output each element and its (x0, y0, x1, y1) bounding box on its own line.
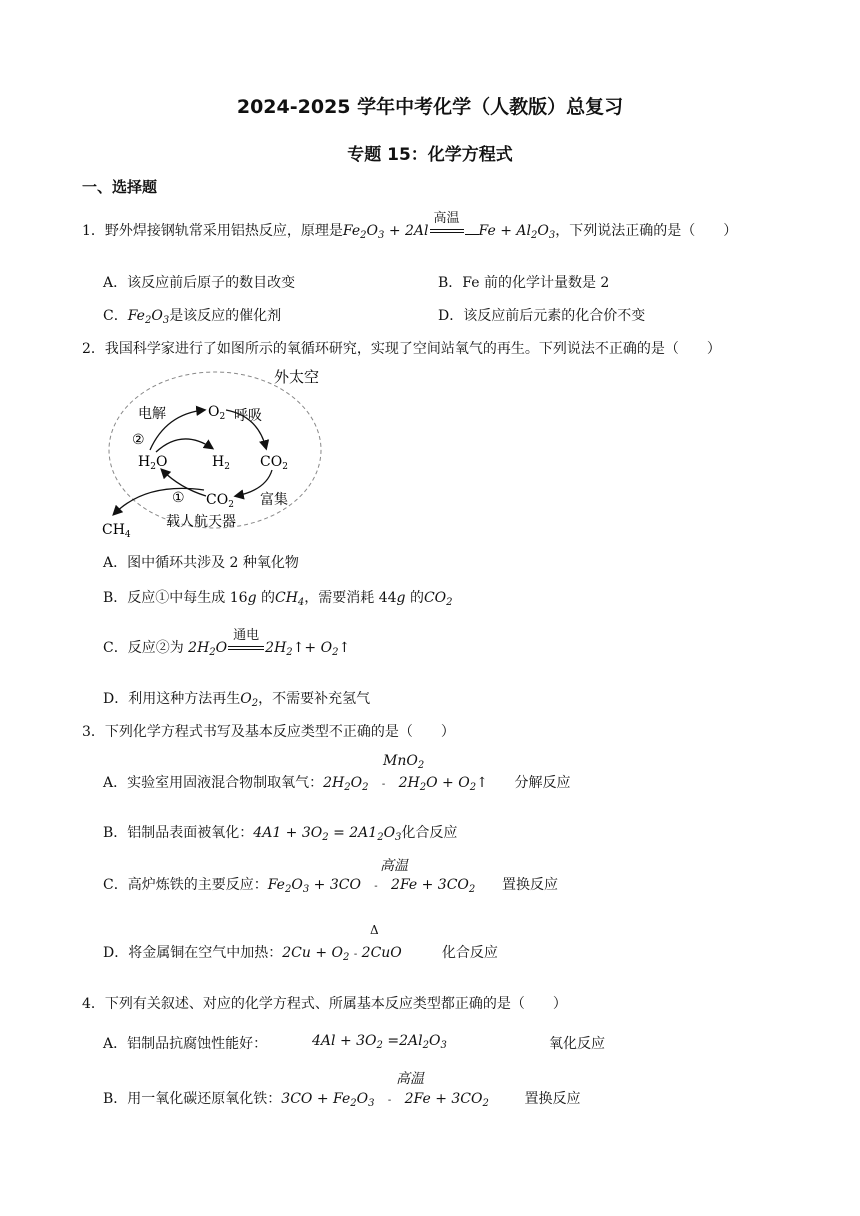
label-spacecraft: 载人航天器 (166, 514, 236, 530)
q3-option-d[interactable]: D．将金属铜在空气中加热：$2Cu + O_2 - 2CuO$ 化合反应 (103, 945, 498, 963)
q1-option-c[interactable]: C．$Fe_2O_3$是该反应的催化剂 (103, 308, 282, 326)
label-o2: $O_2$ (208, 404, 226, 422)
condition-electrify: 通电 (233, 628, 260, 643)
q3c-condition: 高温 (380, 858, 408, 874)
q4-option-a-equation: $4Al + 3O_2 =2Al_2O_3$ (312, 1033, 447, 1051)
q4-option-a-text[interactable]: A．铝制品抗腐蚀性能好： (103, 1036, 268, 1052)
q3d-condition: Δ (370, 923, 379, 937)
label-circle-1: ① (172, 490, 185, 506)
q2-option-c[interactable]: C．反应②为 $2H_2O$ 通电 $2H_2↑+$ $O_2↑$ (103, 637, 350, 658)
page-title: 2024-2025 学年中考化学（人教版）总复习 (236, 96, 624, 118)
label-co2-right: $CO_2$ (260, 454, 288, 472)
label-electrolysis: 电解 (138, 406, 166, 422)
condition-high-temp: 高温 (433, 211, 460, 226)
label-co2-bottom: $CO_2$ (206, 492, 234, 510)
label-ch4: $CH_4$ (102, 522, 131, 540)
q2-option-a[interactable]: A．图中循环共涉及 2 种氧化物 (103, 555, 299, 571)
q4-option-b[interactable]: B．用一氧化碳还原氧化铁：$3CO + Fe_2O_3$ - $2Fe + 3CO_2$ 置换反应 (103, 1091, 581, 1109)
label-h2o: $H_2O$ (138, 454, 168, 472)
oxygen-cycle-diagram (96, 362, 332, 542)
question-1-stem: 1．野外焊接钢轨常采用铝热反应，原理是$Fe_2O_3 + 2Al$ 高温 $Fe + Al_2O_3$，下列说法正确的是（ ） (82, 220, 737, 241)
q4b-condition: 高温 (396, 1071, 424, 1087)
question-2-stem: 2．我国科学家进行了如图所示的氧循环研究，实现了空间站氧气的再生。下列说法不正确的是（ ） (82, 341, 721, 357)
question-3-stem: 3．下列化学方程式书写及基本反应类型不正确的是（ ） (82, 724, 455, 740)
label-breathing: 呼吸 (234, 408, 262, 424)
question-4-stem: 4．下列有关叙述、对应的化学方程式、所属基本反应类型都正确的是（ ） (82, 996, 567, 1012)
q1-option-d[interactable]: D．该反应前后元素的化合价不变 (438, 308, 646, 324)
q1-option-a[interactable]: A．该反应前后原子的数目改变 (103, 275, 296, 291)
q3-option-b[interactable]: B．铝制品表面被氧化：$4A1 + 3O_2 = 2A1_2O_3$化合反应 (103, 825, 458, 843)
section-heading: 一、选择题 (82, 178, 158, 196)
q1-option-b[interactable]: B．Fe 前的化学计量数是 2 (438, 275, 610, 291)
label-circle-2: ② (132, 432, 145, 448)
q4-option-a-type: 氧化反应 (549, 1036, 605, 1052)
q2-option-b[interactable]: B．反应①中每生成 16g 的$CH_4$，需要消耗 44g 的$CO_2$ (103, 590, 453, 608)
catalyst-mno2: MnO$_2$ (383, 753, 425, 771)
label-outer-space: 外太空 (274, 368, 320, 386)
q3-option-a[interactable]: A．实验室用固液混合物制取氧气：$2H_2O_2$ - $2H_2O$ + $O_2↑$ 分解反应 (103, 775, 571, 793)
q3-option-c[interactable]: C．高炉炼铁的主要反应：$Fe_2O_3 + 3CO$ - $2Fe + 3CO_2$ 置换反应 (103, 877, 558, 895)
label-enrich: 富集 (260, 492, 288, 508)
page-subtitle: 专题 15：化学方程式 (347, 145, 513, 165)
label-h2: $H_2$ (212, 454, 230, 472)
q2-option-d[interactable]: D．利用这种方法再生$O_2$，不需要补充氢气 (103, 691, 371, 709)
